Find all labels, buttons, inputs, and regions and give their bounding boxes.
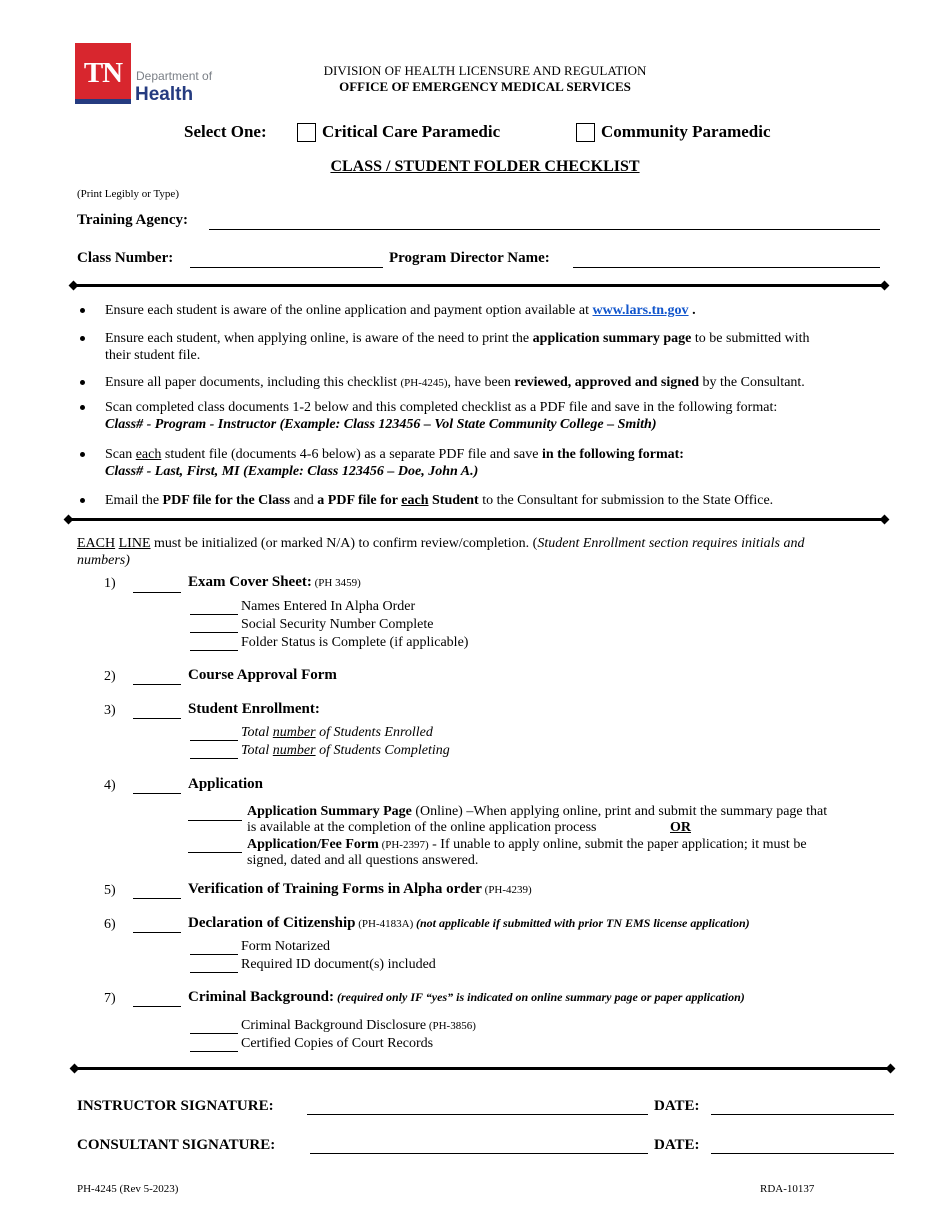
initials-blank[interactable]: [190, 1051, 238, 1052]
item-number: 5): [104, 883, 116, 898]
exam-cover-sheet-label: Exam Cover Sheet: (PH 3459): [188, 574, 361, 590]
course-approval-label: Course Approval Form: [188, 667, 337, 683]
application-label: Application: [188, 776, 264, 792]
declaration-citizenship-label: Declaration of Citizenship (PH-4183A) (not applicable if submitted with prior TN EMS license application): [188, 915, 750, 931]
initials-blank[interactable]: [190, 740, 238, 741]
bullet-text: Email the PDF file for the Class and a PDF file for each Student to the Consultant for submission to the State Office.: [105, 493, 774, 508]
community-paramedic-checkbox[interactable]: [576, 123, 595, 142]
item-number: 1): [104, 576, 116, 591]
initials-blank[interactable]: [190, 1033, 238, 1034]
print-note: (Print Legibly or Type): [77, 188, 179, 200]
sub-item: Social Security Number Complete: [241, 617, 434, 632]
rule-end-diamond: [880, 281, 890, 291]
logo-stripe: [75, 99, 131, 104]
rule-end-diamond: [880, 515, 890, 525]
rule-end-diamond: [886, 1064, 896, 1074]
or-label: OR: [670, 820, 691, 835]
training-agency-label: Training Agency:: [77, 212, 188, 228]
lars-link[interactable]: www.lars.tn.gov: [592, 303, 689, 318]
bullet-text: Scan completed class documents 1-2 below and this completed checklist as a PDF file and save in the following format: Class# - Program - Instructor (Example: Class 123456 – Vol State Community College – Smith): [105, 400, 778, 432]
item-number: 2): [104, 669, 116, 684]
initials-blank[interactable]: [188, 852, 242, 853]
select-one-label: Select One:: [184, 122, 267, 141]
instructor-signature-input[interactable]: [307, 1114, 648, 1115]
sub-item: Required ID document(s) included: [241, 957, 436, 972]
logo-health-text: Health: [135, 84, 194, 105]
application-summary-text: Application Summary Page (Online) –When applying online, print and submit the summary page that is available at the completion of the online application process: [247, 804, 828, 835]
item-number: 4): [104, 778, 116, 793]
initials-blank[interactable]: [133, 898, 181, 899]
consultant-date-label: DATE:: [654, 1137, 700, 1153]
bullet-text: Scan each student file (documents 4-6 below) as a separate PDF file and save in the following format: Class# - Last, First, MI (Example: Class 123456 – Doe, John A.): [105, 447, 684, 479]
initials-blank[interactable]: [188, 820, 242, 821]
sub-item: Criminal Background Disclosure (PH-3856): [241, 1018, 476, 1033]
bullet: [80, 498, 85, 503]
program-director-label: Program Director Name:: [389, 250, 550, 266]
initials-blank[interactable]: [190, 650, 238, 651]
verification-training-label: Verification of Training Forms in Alpha order (PH-4239): [188, 881, 532, 897]
initials-blank[interactable]: [133, 793, 181, 794]
bullet: [80, 452, 85, 457]
critical-care-label: Critical Care Paramedic: [322, 122, 501, 141]
divider-rule: [70, 518, 885, 521]
initials-blank[interactable]: [190, 758, 238, 759]
bullet: [80, 405, 85, 410]
application-fee-text: Application/Fee Form (PH-2397) - If unable to apply online, submit the paper application; it must be signed, dated and all questions answered.: [247, 837, 807, 868]
bullet: [80, 336, 85, 341]
form-number: PH-4245 (Rev 5-2023): [77, 1183, 179, 1195]
item-number: 6): [104, 917, 116, 932]
initials-blank[interactable]: [133, 932, 181, 933]
rda-number: RDA-10137: [760, 1183, 815, 1195]
sub-item: Total number of Students Enrolled: [241, 725, 433, 740]
initials-blank[interactable]: [133, 592, 181, 593]
bullet: [80, 308, 85, 313]
initials-blank[interactable]: [190, 614, 238, 615]
initials-blank[interactable]: [190, 954, 238, 955]
bullet: [80, 380, 85, 385]
class-number-input[interactable]: [190, 267, 383, 268]
initials-blank[interactable]: [133, 718, 181, 719]
critical-care-checkbox[interactable]: [297, 123, 316, 142]
bullet-text: Ensure each student, when applying online, is aware of the need to print the application summary page to be submitted with their student file.: [105, 331, 810, 363]
division-heading: DIVISION OF HEALTH LICENSURE AND REGULATION: [323, 63, 647, 78]
class-number-label: Class Number:: [77, 250, 174, 266]
tn-logo: TN: [75, 43, 131, 103]
logo-dept-text: Department of: [136, 69, 213, 83]
instructor-signature-label: INSTRUCTOR SIGNATURE:: [77, 1098, 274, 1114]
initials-blank[interactable]: [190, 632, 238, 633]
divider-rule: [75, 284, 885, 287]
sub-item: Names Entered In Alpha Order: [241, 599, 416, 614]
rule-end-diamond: [69, 281, 79, 291]
program-director-input[interactable]: [573, 267, 880, 268]
item-number: 3): [104, 703, 116, 718]
divider-rule: [76, 1067, 891, 1070]
community-paramedic-label: Community Paramedic: [601, 122, 771, 141]
bullet-text: Ensure each student is aware of the online application and payment option available at www.lars.tn.gov .: [105, 303, 696, 318]
sub-item: Form Notarized: [241, 939, 331, 954]
consultant-date-input[interactable]: [711, 1153, 894, 1154]
training-agency-input[interactable]: [209, 229, 880, 230]
initials-blank[interactable]: [133, 1006, 181, 1007]
consultant-signature-label: CONSULTANT SIGNATURE:: [77, 1137, 276, 1153]
instructor-date-label: DATE:: [654, 1098, 700, 1114]
office-heading: OFFICE OF EMERGENCY MEDICAL SERVICES: [339, 79, 631, 94]
item-number: 7): [104, 991, 116, 1006]
page-title: CLASS / STUDENT FOLDER CHECKLIST: [330, 158, 640, 175]
sub-item: Total number of Students Completing: [241, 743, 450, 758]
instructions-text: EACH LINE must be initialized (or marked N/A) to confirm review/completion. (Student Enrollment section requires initials and numbers): [77, 536, 805, 568]
criminal-background-label: Criminal Background: (required only IF “yes” is indicated on online summary page or paper application): [188, 989, 745, 1005]
bullet-text: Ensure all paper documents, including this checklist (PH-4245), have been reviewed, approved and signed by the Consultant.: [105, 375, 805, 390]
initials-blank[interactable]: [133, 684, 181, 685]
rule-end-diamond: [64, 515, 74, 525]
instructor-date-input[interactable]: [711, 1114, 894, 1115]
sub-item: Certified Copies of Court Records: [241, 1036, 434, 1051]
rule-end-diamond: [70, 1064, 80, 1074]
initials-blank[interactable]: [190, 972, 238, 973]
consultant-signature-input[interactable]: [310, 1153, 648, 1154]
student-enrollment-label: Student Enrollment:: [188, 701, 320, 717]
sub-item: Folder Status is Complete (if applicable): [241, 635, 469, 650]
